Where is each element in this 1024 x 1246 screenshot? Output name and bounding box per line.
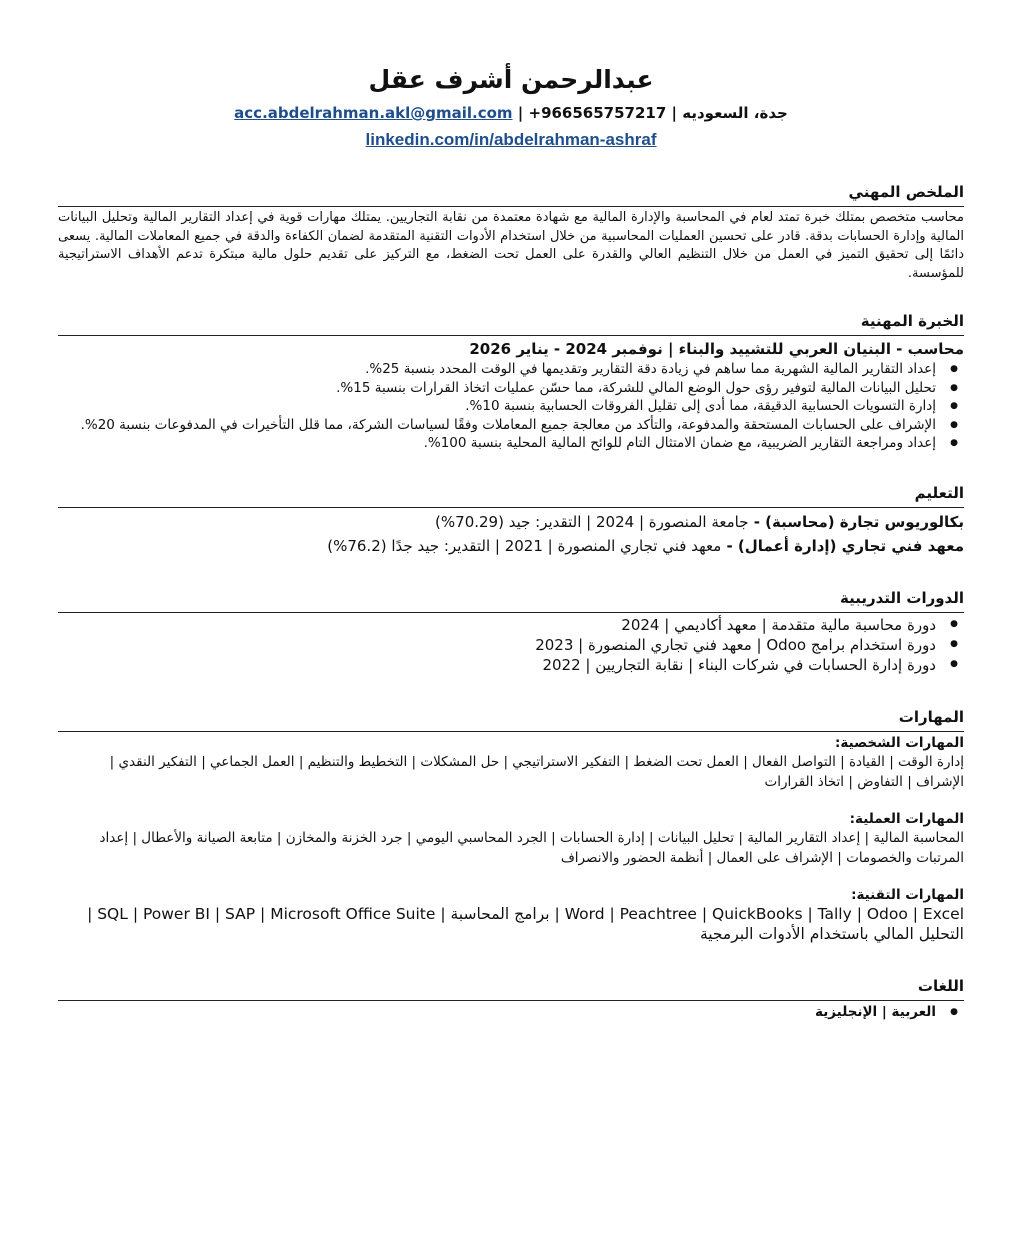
practical-skills-title: المهارات العملية: (849, 810, 964, 827)
education-degree: بكالوريوس تجارة (محاسبة) - (748, 512, 964, 531)
courses-list (58, 615, 964, 675)
languages-title: اللغات (58, 976, 964, 1001)
education-title: التعليم (58, 483, 964, 508)
location-phone: جدة، السعوديه | 966565757217+ | (512, 104, 788, 122)
list-item: ● دورة استخدام برامج Odoo | معهد فني تجاري المنصورة | 2023 (58, 635, 936, 655)
linkedin-line (58, 128, 964, 152)
summary-title: الملخص المهني (58, 182, 964, 207)
summary-text: محاسب متخصص بمتلك خبرة تمتد لعام في المحاسبة والإدارة المالية مع شهادة معتمدة من نقابة التجاريين. يمتلك مهارات قوية في إعداد التقارير المالية وتحليل البيانات المالية وإدارة الحسابات بدقة. قادر على تحسين العمليات المحاسبية من خلال استخدام الأدوات التقنية المتقدمة لضمان الكفاءة والدقة في جميع المعاملات المالية. يسعى دائمًا إلى تحقيق التميز في العمل من خلال التنظيم العالي والقدرة على العمل تحت الضغط، مع التركيز على تقديم حلول مالية مبتكرة تدعم الأهداف الاستراتيجية للمؤسسة. (58, 210, 964, 281)
technical-skills-text: Word | Peachtree | QuickBooks | Tally | Odoo | Excel | برامج المحاسبة | SQL | Power BI | SAP | Microsoft Office Suite | التحليل المالي باستخدام الأدوات البرمجية (87, 904, 964, 943)
contact-line (58, 102, 964, 124)
practical-skills-text: المحاسبة المالية | إعداد التقارير المالية | تحليل البيانات | إدارة الحسابات | الجرد المحاسبي اليومي | جرد الخزنة والمخازن | متابعة الصيانة والأعطال | إعداد المرتبات والخصومات | الإشراف على العمال | أنظمة الحضور والانصراف (99, 829, 964, 866)
linkedin-link[interactable]: linkedin.com/in/abdelrahman-ashraf (365, 130, 657, 149)
education-degree: معهد فني تجاري (إدارة أعمال) - (721, 536, 964, 555)
courses-title: الدورات التدريبية (58, 588, 964, 613)
summary-section (58, 182, 964, 283)
languages-list (58, 1003, 964, 1022)
courses-section (58, 588, 964, 675)
email-link[interactable]: acc.abdelrahman.akl@gmail.com (234, 104, 513, 122)
candidate-name: عبدالرحمن أشرف عقل (368, 65, 654, 94)
job-title: محاسب - البنيان العربي للتشييد والبناء | نوفمبر 2024 - يناير 2026 (469, 340, 964, 358)
personal-skills-text: إدارة الوقت | القيادة | التواصل الفعال | العمل تحت الضغط | التفكير الاستراتيجي | حل المشكلات | التخطيط والتنظيم | العمل الجماعي | التفكير النقدي | الإشراف | التفاوض | اتخاذ القرارات (109, 753, 964, 790)
education-details: معهد فني تجاري المنصورة | 2021 | التقدير: جيد جدًا (76.2%) (327, 536, 722, 555)
list-item: ● إعداد التقارير المالية الشهرية مما ساهم في زيادة دقة التقارير وتقديمها في الوقت المحدد بنسبة 25%. (58, 360, 936, 379)
list-item: ● العربية | الإنجليزية (58, 1003, 936, 1022)
list-item: ● دورة محاسبة مالية متقدمة | معهد أكاديمي | 2024 (58, 615, 936, 635)
list-item: ● الإشراف على الحسابات المستحقة والمدفوعة، والتأكد من معالجة جميع المعاملات وفقًا لسياسات الشركة، مما قلل التأخيرات في المدفوعات بنسبة 20%. (58, 416, 936, 435)
skills-title: المهارات (58, 707, 964, 732)
education-details: جامعة المنصورة | 2024 | التقدير: جيد (70.29%) (435, 512, 749, 531)
resume-page (58, 60, 964, 1021)
skills-section (58, 707, 964, 944)
list-item: ● إدارة التسويات الحسابية الدقيقة، مما أدى إلى تقليل الفروقات الحسابية بنسبة 10%. (58, 397, 936, 416)
languages-section (58, 976, 964, 1022)
experience-bullets (58, 360, 964, 453)
experience-section (58, 311, 964, 453)
technical-skills-title: المهارات التقنية: (851, 886, 964, 903)
resume-header (58, 62, 964, 152)
personal-skills-title: المهارات الشخصية: (835, 734, 964, 751)
experience-title: الخبرة المهنية (58, 311, 964, 336)
list-item: ● إعداد ومراجعة التقارير الضريبية، مع ضمان الامتثال التام للوائح المالية المحلية بنسبة 100%. (58, 434, 936, 453)
education-section (58, 483, 964, 558)
education-item (58, 510, 964, 534)
list-item: ● تحليل البيانات المالية لتوفير رؤى حول الوضع المالي للشركة، مما حسّن عمليات اتخاذ القرارات بنسبة 15%. (58, 379, 936, 398)
education-item (58, 534, 964, 558)
list-item: ● دورة إدارة الحسابات في شركات البناء | نقابة التجاريين | 2022 (58, 655, 936, 675)
